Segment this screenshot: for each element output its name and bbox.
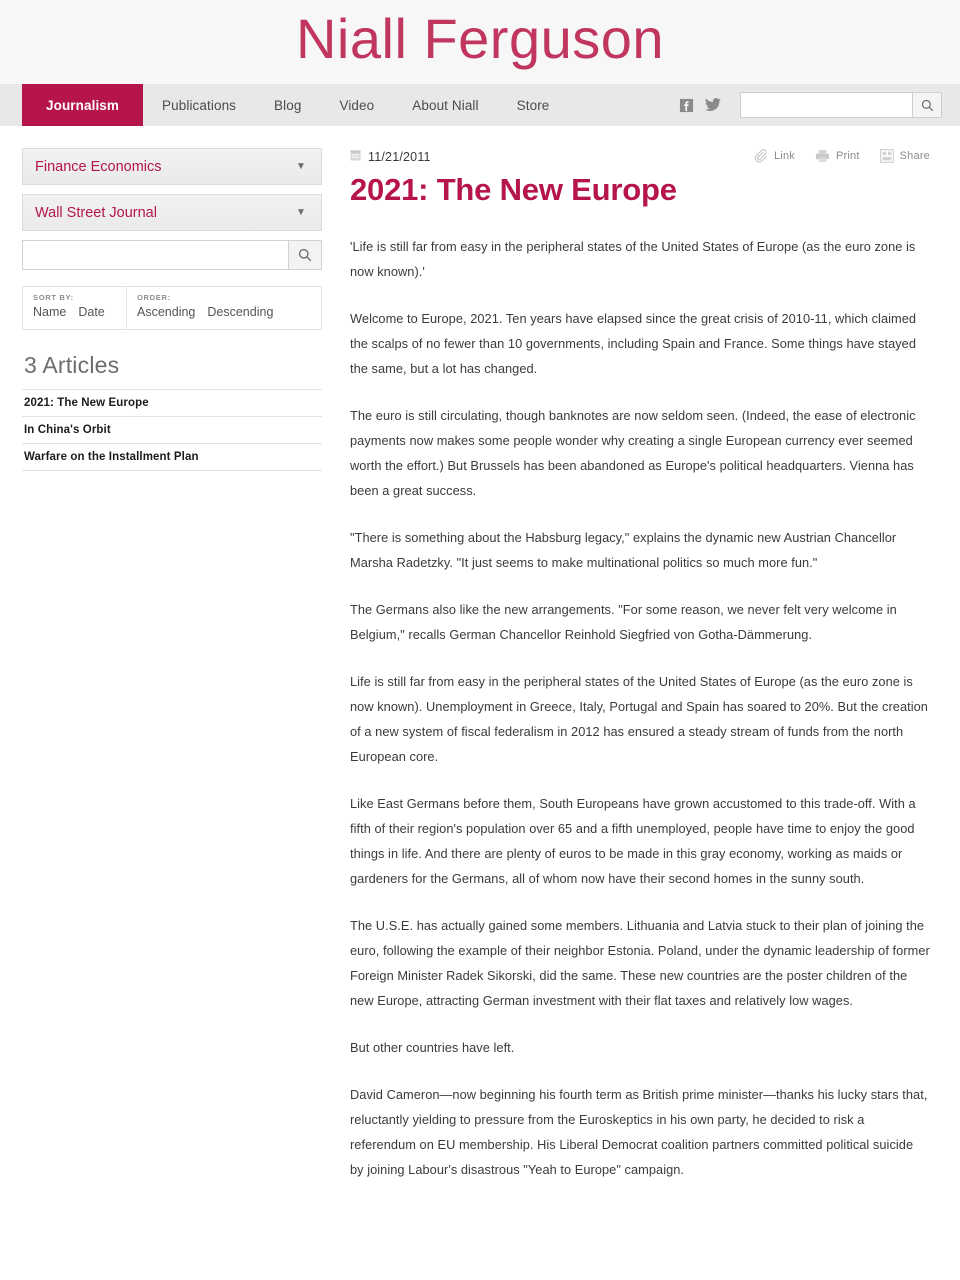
nav-utilities xyxy=(678,84,942,126)
link-button[interactable] xyxy=(754,149,795,163)
article-date-row xyxy=(350,148,431,166)
nav-item-about-niall[interactable]: About Niall xyxy=(412,97,479,113)
chevron-down-icon: ▼ xyxy=(296,161,306,172)
order-descending[interactable]: Descending xyxy=(207,305,274,319)
publication-select[interactable] xyxy=(22,194,322,231)
paperclip-icon xyxy=(754,149,768,163)
print-label: Print xyxy=(836,150,860,162)
site-masthead xyxy=(0,0,960,84)
list-item[interactable]: In China's Orbit xyxy=(22,417,322,444)
calendar-icon xyxy=(350,148,361,166)
publication-select-value: Wall Street Journal xyxy=(35,204,157,221)
article-header-row xyxy=(350,148,930,166)
share-grid-icon xyxy=(880,149,894,163)
sidebar xyxy=(22,148,322,1204)
category-select-value: Finance Economics xyxy=(35,158,162,175)
print-button[interactable] xyxy=(815,149,860,163)
twitter-icon[interactable] xyxy=(704,97,721,114)
order-group xyxy=(127,287,283,329)
share-button[interactable] xyxy=(880,149,930,163)
article-paragraph: David Cameron—now beginning his fourth term as British prime minister—thanks his lucky stars that, reluctantly yielding to pressure from the Euroskeptics in his own party, he decided to risk a referendum on EU membership. His Liberal Democrat coalition partners committed political suicide by joining Labour's disastrous "Yeah to Europe" campaign. xyxy=(350,1086,928,1177)
share-label: Share xyxy=(899,150,930,162)
nav-item-blog[interactable]: Blog xyxy=(274,97,302,113)
page-title: 2021: The New Europe xyxy=(350,172,677,207)
site-logo[interactable]: Niall Ferguson xyxy=(295,7,665,70)
sort-by-name[interactable]: Name xyxy=(33,305,67,319)
articles-count-heading: 3 Articles xyxy=(24,352,120,378)
list-item[interactable]: 2021: The New Europe xyxy=(22,390,322,417)
chevron-down-icon: ▼ xyxy=(296,207,306,218)
header-search-input[interactable] xyxy=(740,92,912,118)
article-tools xyxy=(754,148,930,163)
sidebar-search-input[interactable] xyxy=(22,240,288,270)
article-paragraph: 'Life is still far from easy in the peripheral states of the United States of Europe (as the euro zone is now known).' xyxy=(350,238,916,279)
article-body xyxy=(350,234,930,1182)
article-paragraph: The Germans also like the new arrangements. "For some reason, we never felt very welcome in Belgium," recalls German Chancellor Reinhold Siegfried von Gotha-Dämmerung. xyxy=(350,601,897,642)
order-ascending[interactable]: Ascending xyxy=(137,305,196,319)
article-paragraph: The euro is still circulating, though banknotes are now seldom seen. (Indeed, the ease of electronic payments now makes some people wonder why creating a single European currency ever seemed worth the effort.) But Brussels has been abandoned as Europe's political headquarters. Vienna has been a great success. xyxy=(350,407,916,498)
sidebar-search xyxy=(22,240,322,270)
nav-item-video[interactable]: Video xyxy=(339,97,375,113)
nav-item-journalism[interactable]: Journalism xyxy=(22,84,143,126)
category-select[interactable] xyxy=(22,148,322,185)
content-area xyxy=(0,126,960,1204)
article-date: 11/21/2011 xyxy=(368,150,431,164)
header-search-button[interactable] xyxy=(912,92,942,118)
sort-controls xyxy=(22,286,322,330)
article-paragraph: Life is still far from easy in the peripheral states of the United States of Europe (as the euro zone is now known). Unemployment in Greece, Italy, Portugal and Spain has soared to 20%. But the creation of a new system of fiscal federalism in 2012 has ensured a steady stream of funds from the north European core. xyxy=(350,673,928,764)
sidebar-search-button[interactable] xyxy=(288,240,322,270)
main-navigation xyxy=(0,84,960,126)
sort-by-caption: SORT BY: xyxy=(33,293,74,302)
nav-item-store[interactable]: Store xyxy=(516,97,550,113)
facebook-icon[interactable] xyxy=(678,97,695,114)
nav-item-publications[interactable]: Publications xyxy=(162,97,237,113)
nav-item-list xyxy=(0,84,568,126)
order-caption: ORDER: xyxy=(137,293,171,302)
sort-by-date[interactable]: Date xyxy=(78,305,105,319)
article-main xyxy=(322,148,940,1204)
article-paragraph: "There is something about the Habsburg legacy," explains the dynamic new Austrian Chancellor Marsha Radetzky. "It just seems to make multinational politics so much more fun." xyxy=(350,529,897,570)
article-list xyxy=(22,389,322,471)
printer-icon xyxy=(815,149,830,163)
article-paragraph: But other countries have left. xyxy=(350,1039,515,1055)
article-paragraph: The U.S.E. has actually gained some members. Lithuania and Latvia stuck to their plan of joining the euro, following the example of their neighbor Estonia. Poland, under the dynamic leadership of former Foreign Minister Radek Sikorski, did the same. These new countries are the poster children of the new Europe, attracting German investment with their flat taxes and relatively low wages. xyxy=(350,917,930,1008)
article-paragraph: Like East Germans before them, South Europeans have grown accustomed to this trade-off. With a fifth of their region's population over 65 and a fifth unemployed, people have time to enjoy the good things in life. And there are plenty of euros to be made in this gray economy, working as maids or gardeners for the Germans, all of whom now have their second homes in the sunny south. xyxy=(350,795,916,886)
order-options xyxy=(137,305,273,319)
link-label: Link xyxy=(774,150,796,162)
article-paragraph: Welcome to Europe, 2021. Ten years have elapsed since the great crisis of 2010-11, which claimed the scalps of no fewer than 10 governments, including Spain and France. Some things have stayed the same, but a lot has changed. xyxy=(350,310,917,376)
sort-by-options xyxy=(33,305,116,319)
sort-by-group xyxy=(23,287,127,329)
header-search xyxy=(740,92,942,118)
list-item[interactable]: Warfare on the Installment Plan xyxy=(22,444,322,471)
